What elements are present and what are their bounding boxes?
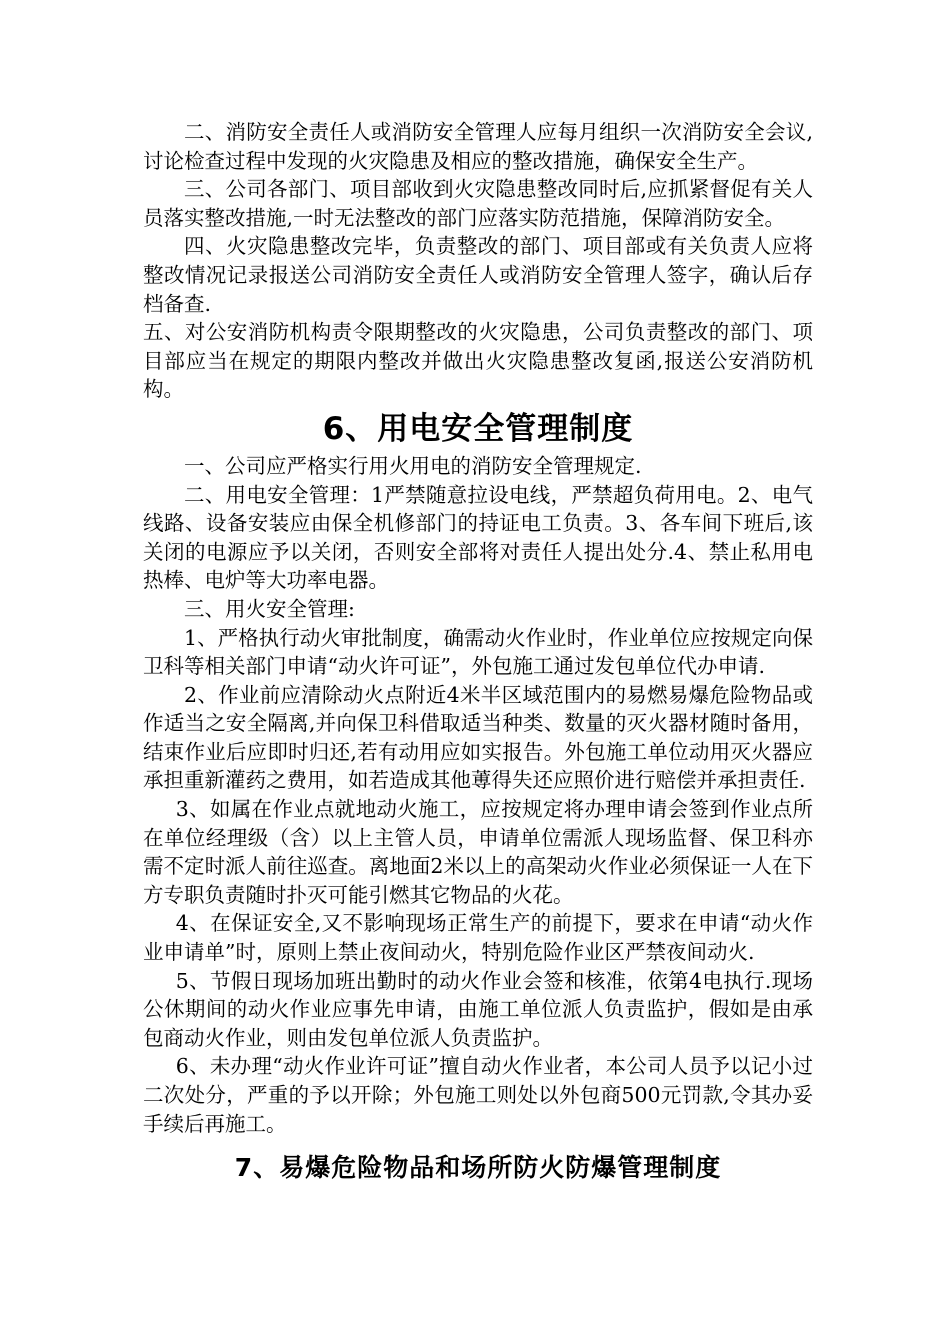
- fire-rule-6: 6、未办理“动火作业许可证”擅自动火作业者，本公司人员予以记小过二次处分，严重的予以开除；外包施工则处以外包商500元罚款,令其办妥手续后再施工。: [143, 1054, 813, 1136]
- section-6-item-2: 二、用电安全管理：1严禁随意拉设电线，严禁超负荷用电。2、电气线路、设备安装应由保全机修部门的持证电工负责。3、各车间下班后,该关闭的电源应予以关闭，否则安全部将对责任人提出处分.4、禁止私用电热棒、电炉等大功率电器。: [143, 482, 813, 593]
- fire-rule-5: 5、节假日现场加班出勤时的动火作业会签和核准，依第4电执行.现场公休期间的动火作业应事先申请，由施工单位派人负责监护，假如是由承包商动火作业，则由发包单位派人负责监护。: [143, 968, 813, 1050]
- fire-rule-3: 3、如属在作业点就地动火施工，应按规定将办理申请会签到作业点所在单位经理级（含）以上主管人员，申请单位需派人现场监督、保卫科亦需不定时派人前往巡查。离地面2米以上的高架动火作业必须保证一人在下方专职负责随时扑灭可能引燃其它物品的火花。: [143, 797, 813, 907]
- document-page: [143, 118, 813, 1186]
- section-6-heading: 6、用电安全管理制度: [322, 410, 634, 447]
- fire-rule-4: 4、在保证安全,又不影响现场正常生产的前提下，要求在申请“动火作业申请单”时，原则上禁止夜间动火，特别危险作业区严禁夜间动火.: [143, 911, 813, 965]
- paragraph-rectification-measures: 三、公司各部门、项目部收到火灾隐患整改同时后,应抓紧督促有关人员落实整改措施,一时无法整改的部门应落实防范措施，保障消防安全。: [143, 177, 813, 230]
- paragraph-monthly-meeting: 二、消防安全责任人或消防安全管理人应每月组织一次消防安全会议,讨论检查过程中发现的火灾隐患及相应的整改措施，确保安全生产。: [143, 120, 813, 173]
- fire-rule-1: 1、严格执行动火审批制度，确需动火作业时，作业单位应按规定向保卫科等相关部门申请“动火许可证”，外包施工通过发包单位代办申请.: [143, 625, 813, 679]
- paragraph-public-security-rectification: 五、对公安消防机构责令限期整改的火灾隐患，公司负责整改的部门、项目部应当在规定的期限内整改并做出火灾隐患整改复函,报送公安消防机构。: [143, 320, 813, 402]
- fire-rule-2: 2、作业前应清除动火点附近4米半区域范围内的易燃易爆危险物品或作适当之安全隔离,并向保卫科借取适当种类、数量的灭火器材随时备用，结束作业后应即时归还,若有动用应如实报告。外包施工单位动用灭火器应承担重新灌药之费用，如若造成其他蒪得失还应照价进行赔偿并承担责任.: [143, 682, 813, 793]
- section-6-item-3: 三、用火安全管理:: [184, 596, 355, 621]
- paragraph-rectification-record: 四、火灾隐患整改完毕，负责整改的部门、项目部或有关负责人应将整改情况记录报送公司消防安全责任人或消防安全管理人签字，确认后存档备查.: [143, 234, 813, 316]
- section-7-heading: 7、易爆危险物品和场所防火防爆管理制度: [234, 1153, 722, 1183]
- section-6-item-1: 一、公司应严格实行用火用电的消防安全管理规定.: [184, 453, 642, 478]
